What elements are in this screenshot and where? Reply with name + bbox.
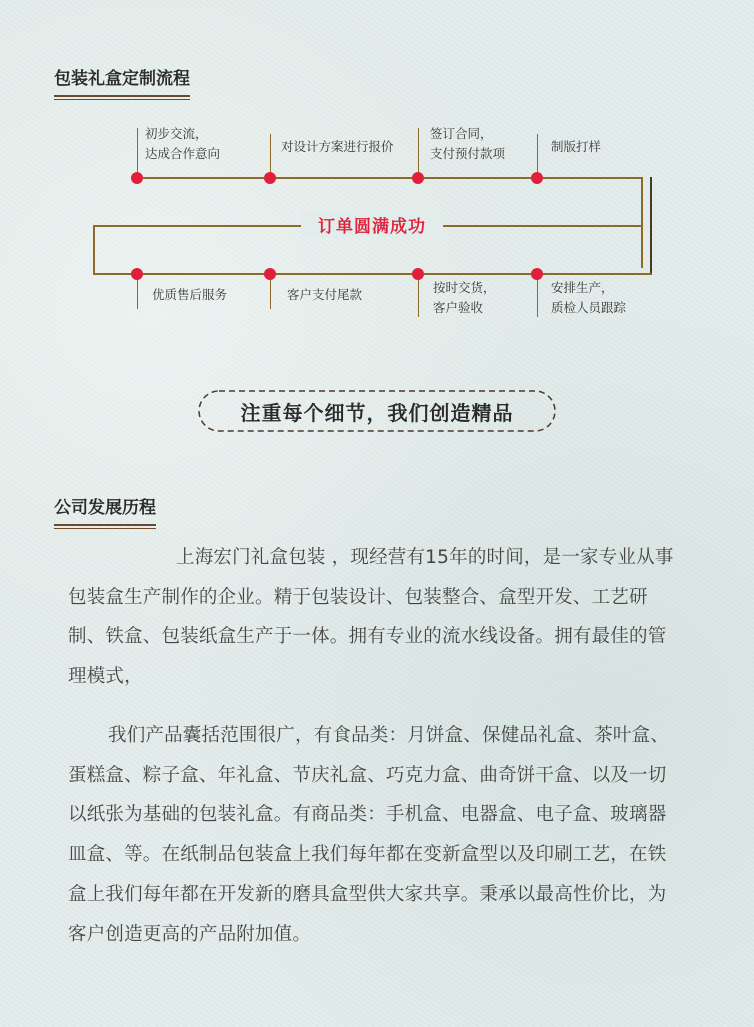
history-paragraph <box>68 538 678 697</box>
flow-dot <box>264 172 276 184</box>
flow-step-label <box>281 137 394 157</box>
slogan-banner <box>197 387 557 435</box>
flow-step-line: 安排生产， <box>551 280 614 295</box>
paragraph-text: 我们产品囊括范围很广，有食品类：月饼盒、保健品礼盒、茶叶盒、蛋糕盒、粽子盒、年礼盒、节庆礼盒、巧克力盒、曲奇饼干盒、以及一切以纸张为基础的包装礼盒。有商品类：手机盒、电器盒、电子盒、玻璃器皿盒、等。在纸制品包装盒上我们每年都在变新盒型以及印刷工艺，在铁盒上我们每年都在开发新的磨具盒型供大家共享。秉承以最高性价比，为客户创造更高的产品附加值。 <box>68 725 670 945</box>
flow-step-line: 客户验收 <box>433 300 484 315</box>
flow-step-label <box>287 285 362 305</box>
flow-tick <box>137 128 138 177</box>
flow-step-line: 初步交流， <box>145 126 208 141</box>
flow-step-label <box>551 137 601 157</box>
flow-step-line: 按时交货， <box>433 280 496 295</box>
flow-dot <box>131 268 143 280</box>
flow-step-line: 制版打样 <box>551 139 602 154</box>
flow-tick <box>137 275 138 309</box>
flow-step-label <box>152 285 227 305</box>
flow-line-bottom <box>93 273 652 275</box>
flow-tick <box>270 275 271 309</box>
flow-dot <box>264 268 276 280</box>
paragraph-text: 上海宏门礼盒包装 ，现经营有15年的时间，是一家专业从事包装盒生产制作的企业。精于包装设计、包装整合、盒型开发、工艺研制、铁盒、包装纸盒生产于一体。拥有专业的流水线设备。拥有最佳的管理模式， <box>68 547 674 688</box>
flow-dot <box>531 172 543 184</box>
flow-step-label <box>145 124 220 164</box>
flow-section-title: 包装礼盒定制流程 <box>54 64 190 97</box>
flow-dot <box>531 268 543 280</box>
flow-step-line: 对设计方案进行报价 <box>281 139 394 154</box>
flow-step-line: 优质售后服务 <box>152 287 228 302</box>
flow-tick <box>270 134 271 177</box>
flow-line-left <box>93 225 95 275</box>
order-success-label: 订单圆满成功 <box>301 212 443 237</box>
flow-tick <box>418 275 419 317</box>
flow-step-line: 签订合同， <box>430 126 493 141</box>
flow-line-right <box>641 177 643 268</box>
flow-step-line: 达成合作意向 <box>145 146 221 161</box>
flow-step-line: 质检人员跟踪 <box>551 300 627 315</box>
flow-dot <box>412 172 424 184</box>
flow-line-right-outer <box>650 177 652 274</box>
flow-step-line: 支付预付款项 <box>430 146 506 161</box>
flow-dot <box>412 268 424 280</box>
flow-step-label <box>551 278 626 318</box>
flow-tick <box>418 128 419 177</box>
flow-step-label <box>430 124 505 164</box>
flow-step-line: 客户支付尾款 <box>287 287 363 302</box>
flow-step-label <box>433 278 496 318</box>
flow-line-top <box>137 177 642 179</box>
flow-tick <box>537 134 538 177</box>
history-paragraph <box>68 716 678 954</box>
flow-tick <box>537 275 538 317</box>
history-section-title: 公司发展历程 <box>54 493 156 526</box>
flow-dot <box>131 172 143 184</box>
slogan-text: 注重每个细节，我们创造精品 <box>240 401 514 425</box>
